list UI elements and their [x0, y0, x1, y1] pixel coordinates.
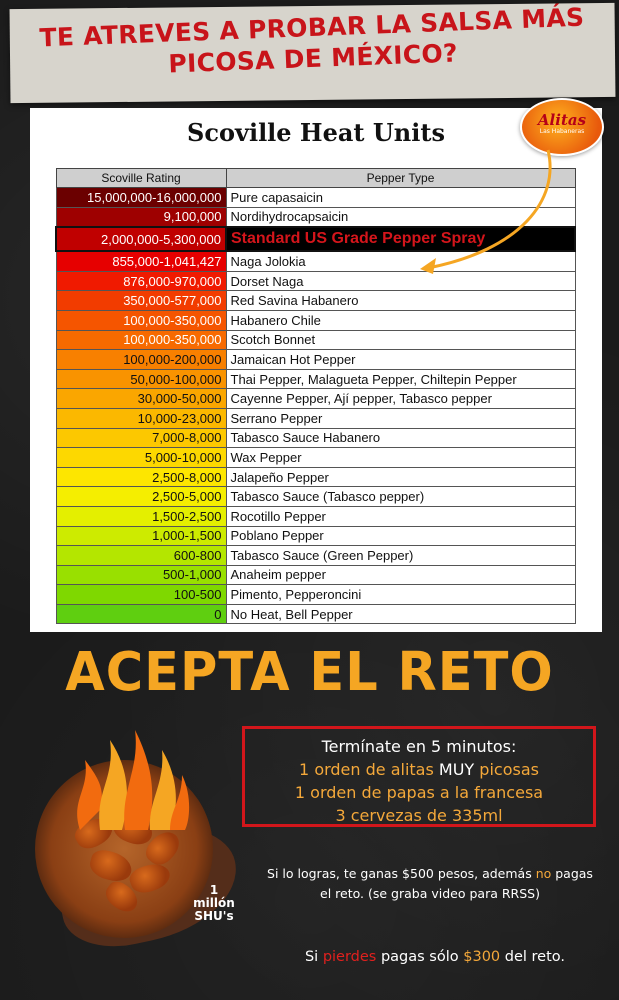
rules-line-1: Termínate en 5 minutos:	[321, 737, 517, 756]
table-row	[56, 310, 575, 330]
cta-title: ACEPTA EL RETO	[65, 641, 554, 704]
rating-cell: 1,000-1,500	[56, 526, 226, 546]
table-row	[56, 487, 575, 507]
rating-cell: 500-1,000	[56, 565, 226, 585]
pepper-cell: Jamaican Hot Pepper	[226, 350, 575, 370]
pepper-cell: No Heat, Bell Pepper	[226, 604, 575, 624]
table-row	[56, 546, 575, 566]
rating-cell: 100,000-200,000	[56, 350, 226, 370]
table-row	[56, 448, 575, 468]
rating-cell: 50,000-100,000	[56, 369, 226, 389]
rating-cell: 9,100,000	[56, 207, 226, 227]
pepper-cell: Naga Jolokia	[226, 251, 575, 271]
rating-cell: 5,000-10,000	[56, 448, 226, 468]
rating-cell: 855,000-1,041,427	[56, 251, 226, 271]
rating-cell: 876,000-970,000	[56, 271, 226, 291]
pepper-cell: Dorset Naga	[226, 271, 575, 291]
table-body	[56, 188, 575, 624]
lose-text: Si pierdes pagas sólo $300 del reto.	[304, 949, 566, 965]
table-row	[56, 389, 575, 409]
pepper-cell: Tabasco Sauce (Green Pepper)	[226, 546, 575, 566]
table-row	[56, 604, 575, 624]
scoville-table	[55, 168, 576, 624]
pepper-cell: Wax Pepper	[226, 448, 575, 468]
rules-line-3: 1 orden de papas a la francesa	[294, 783, 544, 802]
table-row	[56, 526, 575, 546]
table-header-row	[56, 169, 575, 188]
table-row	[56, 207, 575, 227]
pepper-cell: Anaheim pepper	[226, 565, 575, 585]
logo-sub-text: Las Habaneras	[539, 128, 585, 135]
pepper-cell: Rocotillo Pepper	[226, 506, 575, 526]
rating-cell: 2,500-8,000	[56, 467, 226, 487]
pepper-cell: Tabasco Sauce (Tabasco pepper)	[226, 487, 575, 507]
rating-cell: 600-800	[56, 546, 226, 566]
pepper-cell: Thai Pepper, Malagueta Pepper, Chiltepin Pepper	[226, 369, 575, 389]
rating-cell: 7,000-8,000	[56, 428, 226, 448]
pepper-cell: Pimento, Pepperoncini	[226, 585, 575, 605]
shu-badge: 1 millón SHU's	[193, 883, 235, 923]
pepper-cell: Nordihydrocapsaicin	[226, 207, 575, 227]
table-row	[56, 428, 575, 448]
pepper-cell: Habanero Chile	[226, 310, 575, 330]
rating-cell: 15,000,000-16,000,000	[56, 188, 226, 208]
table-row	[56, 227, 575, 251]
table-row	[56, 251, 575, 271]
table-row	[56, 291, 575, 311]
rating-cell: 10,000-23,000	[56, 408, 226, 428]
pepper-cell: Cayenne Pepper, Ají pepper, Tabasco pepper	[226, 389, 575, 409]
column-header-rating: Scoville Rating	[56, 169, 226, 188]
chart-title: Scoville Heat Units	[187, 118, 445, 147]
rules-line-4: 3 cervezas de 335ml	[335, 806, 503, 825]
table-row	[56, 565, 575, 585]
table-row	[56, 585, 575, 605]
table-row	[56, 506, 575, 526]
pepper-cell: Standard US Grade Pepper Spray	[226, 227, 575, 251]
pepper-cell: Scotch Bonnet	[226, 330, 575, 350]
flames-icon	[70, 730, 190, 830]
rating-cell: 100,000-350,000	[56, 310, 226, 330]
rating-cell: 0	[56, 604, 226, 624]
rules-line-2: 1 orden de alitas MUY picosas	[299, 760, 539, 779]
rating-cell: 2,000,000-5,300,000	[56, 227, 226, 251]
rating-cell: 100-500	[56, 585, 226, 605]
column-header-pepper: Pepper Type	[226, 169, 575, 188]
logo-main-text: Alitas	[537, 111, 587, 129]
banner-title: TE ATREVES A PROBAR LA SALSA MÁS PICOSA DE MÉXICO?	[38, 2, 585, 79]
brand-logo	[520, 98, 604, 156]
table-row	[56, 271, 575, 291]
rating-cell: 2,500-5,000	[56, 487, 226, 507]
pepper-cell: Jalapeño Pepper	[226, 467, 575, 487]
pepper-cell: Pure capasaicin	[226, 188, 575, 208]
pepper-cell: Serrano Pepper	[226, 408, 575, 428]
table-row	[56, 350, 575, 370]
pepper-cell: Red Savina Habanero	[226, 291, 575, 311]
rating-cell: 1,500-2,500	[56, 506, 226, 526]
prize-text: Si lo logras, te ganas $500 pesos, además no pagas el reto. (se graba video para RRSS)	[267, 866, 593, 901]
table-row	[56, 467, 575, 487]
challenge-rules-box	[242, 726, 596, 827]
table-row	[56, 188, 575, 208]
rating-cell: 100,000-350,000	[56, 330, 226, 350]
rating-cell: 30,000-50,000	[56, 389, 226, 409]
pepper-cell: Poblano Pepper	[226, 526, 575, 546]
rating-cell: 350,000-577,000	[56, 291, 226, 311]
pepper-cell: Tabasco Sauce Habanero	[226, 428, 575, 448]
table-row	[56, 369, 575, 389]
table-row	[56, 408, 575, 428]
table-row	[56, 330, 575, 350]
